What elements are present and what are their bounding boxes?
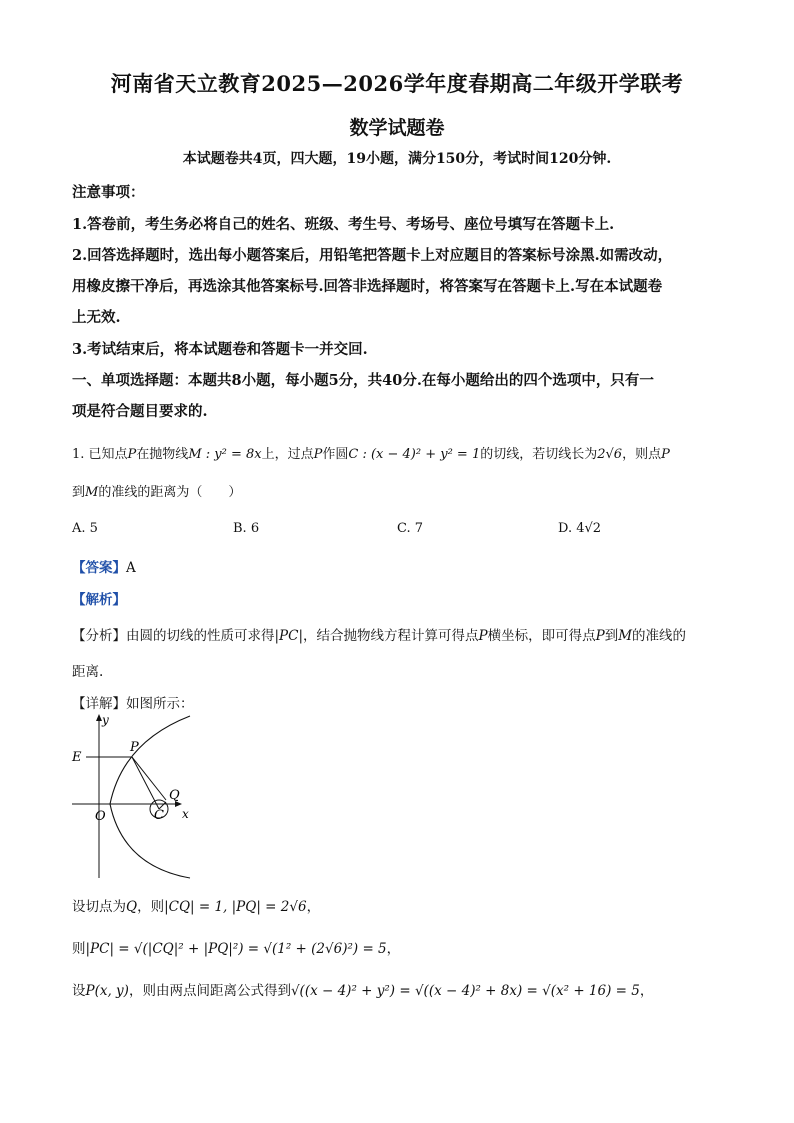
section-1-heading-line-1: 一、单项选择题：本题共8小题，每小题5分，共40分.在每小题给出的四个选项中，只有一 bbox=[72, 372, 654, 389]
q1-option-c: C. 7 bbox=[397, 521, 424, 536]
question-1-line-2 bbox=[72, 481, 241, 500]
step-2-text-a: 则 bbox=[72, 941, 86, 957]
exam-title: 河南省天立教育2025—2026学年度春期高二年级开学联考 bbox=[110, 71, 684, 96]
q1-text-3: 上，过点 bbox=[261, 447, 314, 462]
answer-line bbox=[72, 556, 136, 576]
step-2-text-c: ， bbox=[386, 941, 401, 957]
step-3 bbox=[72, 979, 653, 999]
fenxi-text-2: ，结合抛物线方程计算可得点 bbox=[303, 628, 479, 644]
step-1 bbox=[72, 895, 320, 915]
fenxi-tag: 【分析】 bbox=[72, 628, 126, 644]
parabola-figure bbox=[68, 712, 198, 880]
q1-text-1: 1. 已知点 bbox=[72, 447, 128, 462]
step-2-equation: |PC| = √(|CQ|² + |PQ|²) = √(1² + (2√6)²) = 5 bbox=[85, 941, 387, 957]
note-item-2-line-2: 用橡皮擦干净后，再选涂其他答案标号.回答非选择题时，将答案写在答题卡上.写在本试题卷 bbox=[72, 278, 663, 295]
label-c: C bbox=[154, 808, 164, 823]
q1-option-b: B. 6 bbox=[233, 521, 260, 536]
label-q: Q bbox=[169, 788, 180, 803]
question-1-line-1 bbox=[72, 443, 670, 462]
q1-circle-equation: C : (x − 4)² + y² = 1 bbox=[348, 447, 481, 462]
q1-text-2: 在抛物线 bbox=[136, 447, 189, 462]
step-3-text-a: 设 bbox=[72, 983, 86, 999]
q1-option-d: D. 4√2 bbox=[558, 521, 602, 536]
fenxi-point-p-2: P bbox=[595, 628, 605, 644]
answer-tag: 【答案】 bbox=[72, 560, 126, 576]
detail-tag: 【详解】 bbox=[72, 696, 126, 712]
q1-text-4: 作圆 bbox=[322, 447, 349, 462]
note-item-2-line-1: 2.回答选择题时，选出每小题答案后，用铅笔把答题卡上对应题目的答案标号涂黑.如需改动， bbox=[72, 247, 673, 264]
exam-intro: 本试题卷共4页，四大题，19小题，满分150分，考试时间120分钟. bbox=[182, 151, 612, 167]
q1-parabola-equation: M : y² = 8x bbox=[188, 447, 262, 462]
step-3-point: P(x, y) bbox=[85, 983, 129, 999]
fenxi-line-1 bbox=[72, 624, 686, 644]
label-e: E bbox=[72, 750, 82, 765]
label-p: P bbox=[130, 740, 139, 755]
q1-text-8: 的准线的距离为（ ） bbox=[98, 485, 242, 500]
q1-parabola-m: M bbox=[85, 485, 99, 500]
detail-line bbox=[72, 692, 194, 712]
step-1-text-c: ， bbox=[306, 899, 321, 915]
fenxi-point-p: P bbox=[478, 628, 488, 644]
q1-option-a: A. 5 bbox=[72, 521, 98, 536]
section-1-heading-line-2: 项是符合题目要求的. bbox=[72, 403, 208, 420]
step-3-text-c: ， bbox=[639, 983, 654, 999]
label-y: y bbox=[102, 713, 109, 727]
step-3-equation: √((x − 4)² + y²) = √((x − 4)² + 8x) = √(x² + 16) = 5 bbox=[290, 983, 640, 999]
fenxi-text-4: 到 bbox=[604, 628, 619, 644]
q1-text-7: 到 bbox=[72, 485, 86, 500]
notes-heading: 注意事项： bbox=[72, 184, 145, 201]
step-1-text-a: 设切点为 bbox=[72, 899, 126, 915]
analysis-line bbox=[72, 588, 126, 608]
note-item-3: 3.考试结束后，将本试题卷和答题卡一并交回. bbox=[72, 341, 368, 358]
label-x: x bbox=[182, 807, 189, 821]
fenxi-line-2: 距离. bbox=[72, 664, 104, 680]
step-1-text-b: ，则 bbox=[137, 899, 165, 915]
exam-subtitle: 数学试题卷 bbox=[349, 117, 445, 139]
step-3-text-b: ，则由两点间距离公式得到 bbox=[128, 983, 291, 999]
note-item-2-line-3: 上无效. bbox=[72, 309, 121, 326]
step-2 bbox=[72, 937, 400, 957]
step-1-equation: |CQ| = 1, |PQ| = 2√6 bbox=[164, 899, 307, 915]
fenxi-m: M bbox=[618, 628, 633, 644]
fenxi-text-5: 的准线的 bbox=[632, 628, 687, 644]
detail-text: 如图所示： bbox=[126, 696, 194, 712]
p-to-q-line bbox=[132, 757, 166, 800]
step-1-q: Q bbox=[126, 899, 138, 915]
q1-text-5: 的切线，若切线长为 bbox=[480, 447, 598, 462]
fenxi-pc: |PC| bbox=[274, 628, 304, 644]
q1-tangent-length: 2√6 bbox=[597, 447, 623, 462]
q1-text-6: ，则点 bbox=[622, 447, 662, 462]
fenxi-text-1: 由圆的切线的性质可求得 bbox=[126, 628, 275, 644]
q1-point-p: P bbox=[127, 447, 137, 462]
q1-point-p-3: P bbox=[661, 447, 670, 462]
q1-point-p-2: P bbox=[313, 447, 323, 462]
analysis-tag: 【解析】 bbox=[72, 592, 126, 608]
answer-value: A bbox=[126, 560, 136, 576]
label-o: O bbox=[95, 809, 106, 824]
fenxi-text-3: 横坐标，即可得点 bbox=[487, 628, 596, 644]
note-item-1: 1.答卷前，考生务必将自己的姓名、班级、考生号、考场号、座位号填写在答题卡上. bbox=[72, 216, 615, 233]
